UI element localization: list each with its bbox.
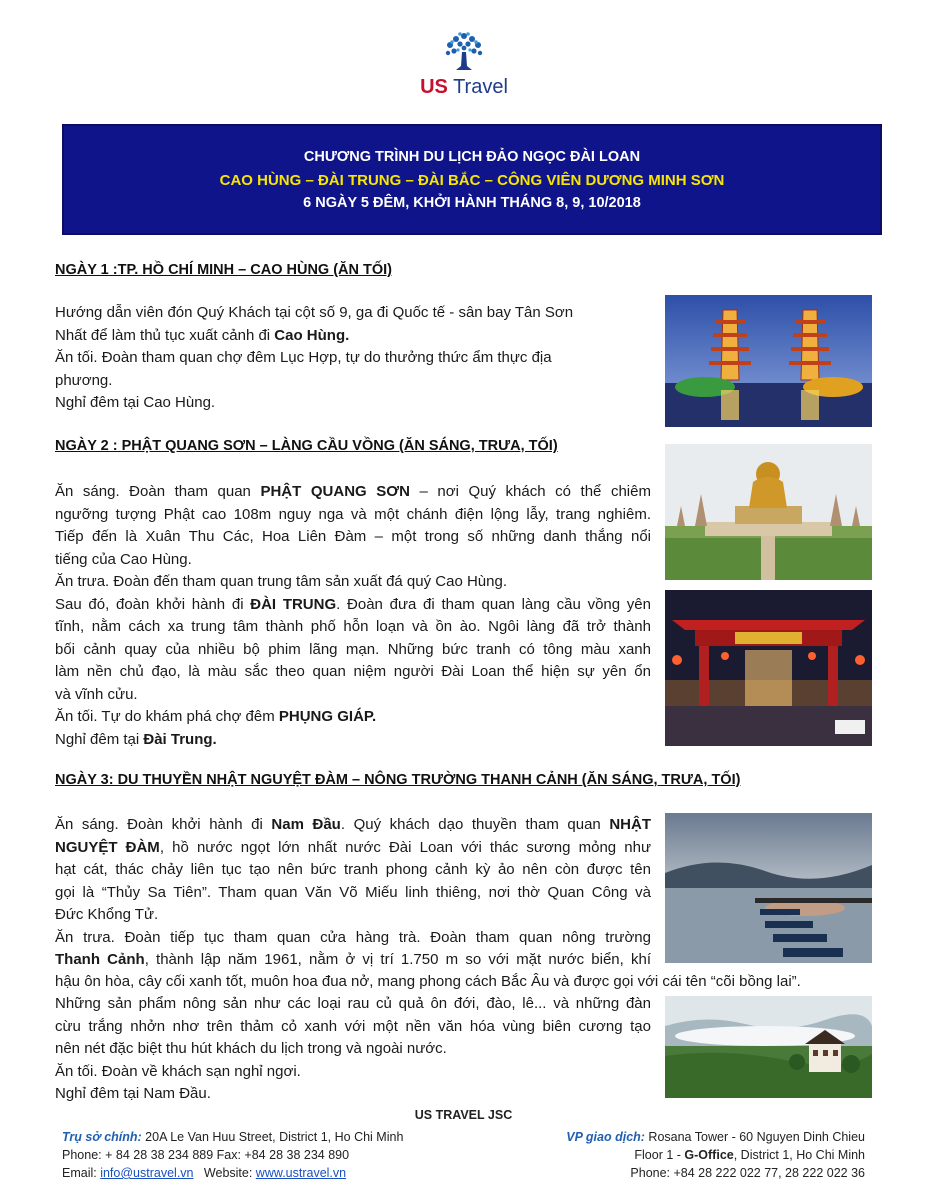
banner-route: CAO HÙNG – ĐÀI TRUNG – ĐÀI BẮC – CÔNG VIÊN DƯƠNG MINH SƠN bbox=[219, 172, 725, 189]
day3-text-c: Những sản phẩm nông sản như các loại rau củ quả ôn đới, đào, lê... và những đàn cừu trắng nhởn nhơ trên thảm cỏ xanh với một nền văn hóa vùng biên cương tạo nên nét đặc biệt thu hút khách du lịch trong và ngoài nước. Ăn tối. Đoàn về khách sạn nghỉ ngơi. Nghỉ đêm tại Nam Đầu. bbox=[55, 995, 651, 1102]
day2-heading: NGÀY 2 : PHẬT QUANG SƠN – LÀNG CẦU VỒNG (ĂN SÁNG, TRƯA, TỐI) bbox=[55, 438, 558, 454]
website-link[interactable]: www.ustravel.vn bbox=[255, 1166, 347, 1180]
day3-text-b: hậu ôn hòa, cây cối xanh tốt, muôn hoa đua nở, mang phong cách Bắc Âu và được gọi với cái tên “cõi bồng lai”. bbox=[55, 973, 801, 990]
qingjing-farm-photo bbox=[665, 996, 872, 1098]
email-link[interactable]: info@ustravel.vn bbox=[100, 1166, 194, 1180]
tree-logo-icon bbox=[442, 30, 486, 74]
night-market-gate-photo bbox=[665, 590, 872, 746]
day1-heading: NGÀY 1 :TP. HỒ CHÍ MINH – CAO HÙNG (ĂN TỐI) bbox=[55, 262, 393, 278]
banner-duration: 6 NGÀY 5 ĐÊM, KHỞI HÀNH THÁNG 8, 9, 10/2018 bbox=[303, 195, 641, 211]
fo-guang-shan-photo bbox=[665, 444, 872, 580]
logo-wordmark: US Travel bbox=[420, 76, 508, 98]
day3-text-a: Ăn sáng. Đoàn khởi hành đi Nam Đầu. Quý khách dạo thuyền tham quan NHẬT NGUYỆT ĐÀM, hồ nước ngọt lớn nhất nước Đài Loan với thác sương mỏng như hạt cát, thác chảy liên tục tạo nên bức tranh phong cảnh kỳ ảo nên còn được tên gọi là “Thủy Sa Tiên”. Tham quan Văn Võ Miếu linh thiêng, nơi thờ Quan Công và Đức Khổng Tử. Ăn trưa. Đoàn tiếp tục tham quan cửa hàng trà. Đoàn tham quan nông trường Thanh Cảnh, thành lập năm 1961, nằm ở vị trí 1.750 m so với mặt nước biển, khí bbox=[55, 816, 652, 968]
day1-text: Hướng dẫn viên đón Quý Khách tại cột số 9, ga đi Quốc tế - sân bay Tân Sơn Nhất để làm thủ tục xuất cảnh đi Cao Hùng. Ăn tối. Đoàn tham quan chợ đêm Lục Hợp, tự do thưởng thức ẩm thực địa phương. Nghỉ đêm tại Cao Hùng. bbox=[55, 304, 574, 411]
day2-text: Ăn sáng. Đoàn tham quan PHẬT QUANG SƠN – nơi Quý khách có thể chiêm ngưỡng tượng Phật cao 108m nguy nga và một chánh điện lộng lẫy, trang nghiêm. Tiếp đến là Xuân Thu Các, Hoa Liên Đàm – một trong số những danh thắng nổi tiếng của Cao Hùng. Ăn trưa. Đoàn đến tham quan trung tâm sản xuất đá quý Cao Hùng. Sau đó, đoàn khởi hành đi ĐÀI TRUNG. Đoàn đưa đi tham quan làng cầu vồng yên tĩnh, nằm cách xa trung tâm thành phố hỗn loạn và ồn ào. Ngôi làng đã trở thành bối cảnh quay của nhiều bộ phim lãng mạn. Những bức tranh có tông màu xanh làm nền chủ đạo, là màu sắc theo quan niệm người Đài Loan thể hiện sự yên ổn và vĩnh cửu. Ăn tối. Tự do khám phá chợ đêm PHỤNG GIÁP. Nghỉ đêm tại Đài Trung. bbox=[55, 483, 651, 748]
title-banner bbox=[62, 124, 882, 235]
dragon-tiger-pagoda-photo bbox=[665, 295, 872, 427]
us-travel-logo bbox=[408, 30, 520, 100]
sun-moon-lake-photo bbox=[665, 813, 872, 963]
footer-hq: Trụ sở chính: 20A Le Van Huu Street, District 1, Ho Chi Minh Phone: + 84 28 38 234 889 Fax: +84 28 38 234 890 Email: info@ustravel.vn Website: www.ustravel.vn bbox=[62, 1130, 404, 1180]
day3-heading: NGÀY 3: DU THUYỀN NHẬT NGUYỆT ĐÀM – NÔNG TRƯỜNG THANH CẢNH (ĂN SÁNG, TRƯA, TỐI) bbox=[55, 772, 741, 788]
footer-office: VP giao dịch: Rosana Tower - 60 Nguyen Dinh Chieu Floor 1 - G-Office, District 1, Ho Chi Minh Phone: +84 28 222 022 77, 28 222 022 36 bbox=[566, 1130, 865, 1180]
banner-title: CHƯƠNG TRÌNH DU LỊCH ĐẢO NGỌC ĐÀI LOAN bbox=[303, 149, 641, 165]
footer-company: US TRAVEL JSC bbox=[414, 1108, 513, 1122]
